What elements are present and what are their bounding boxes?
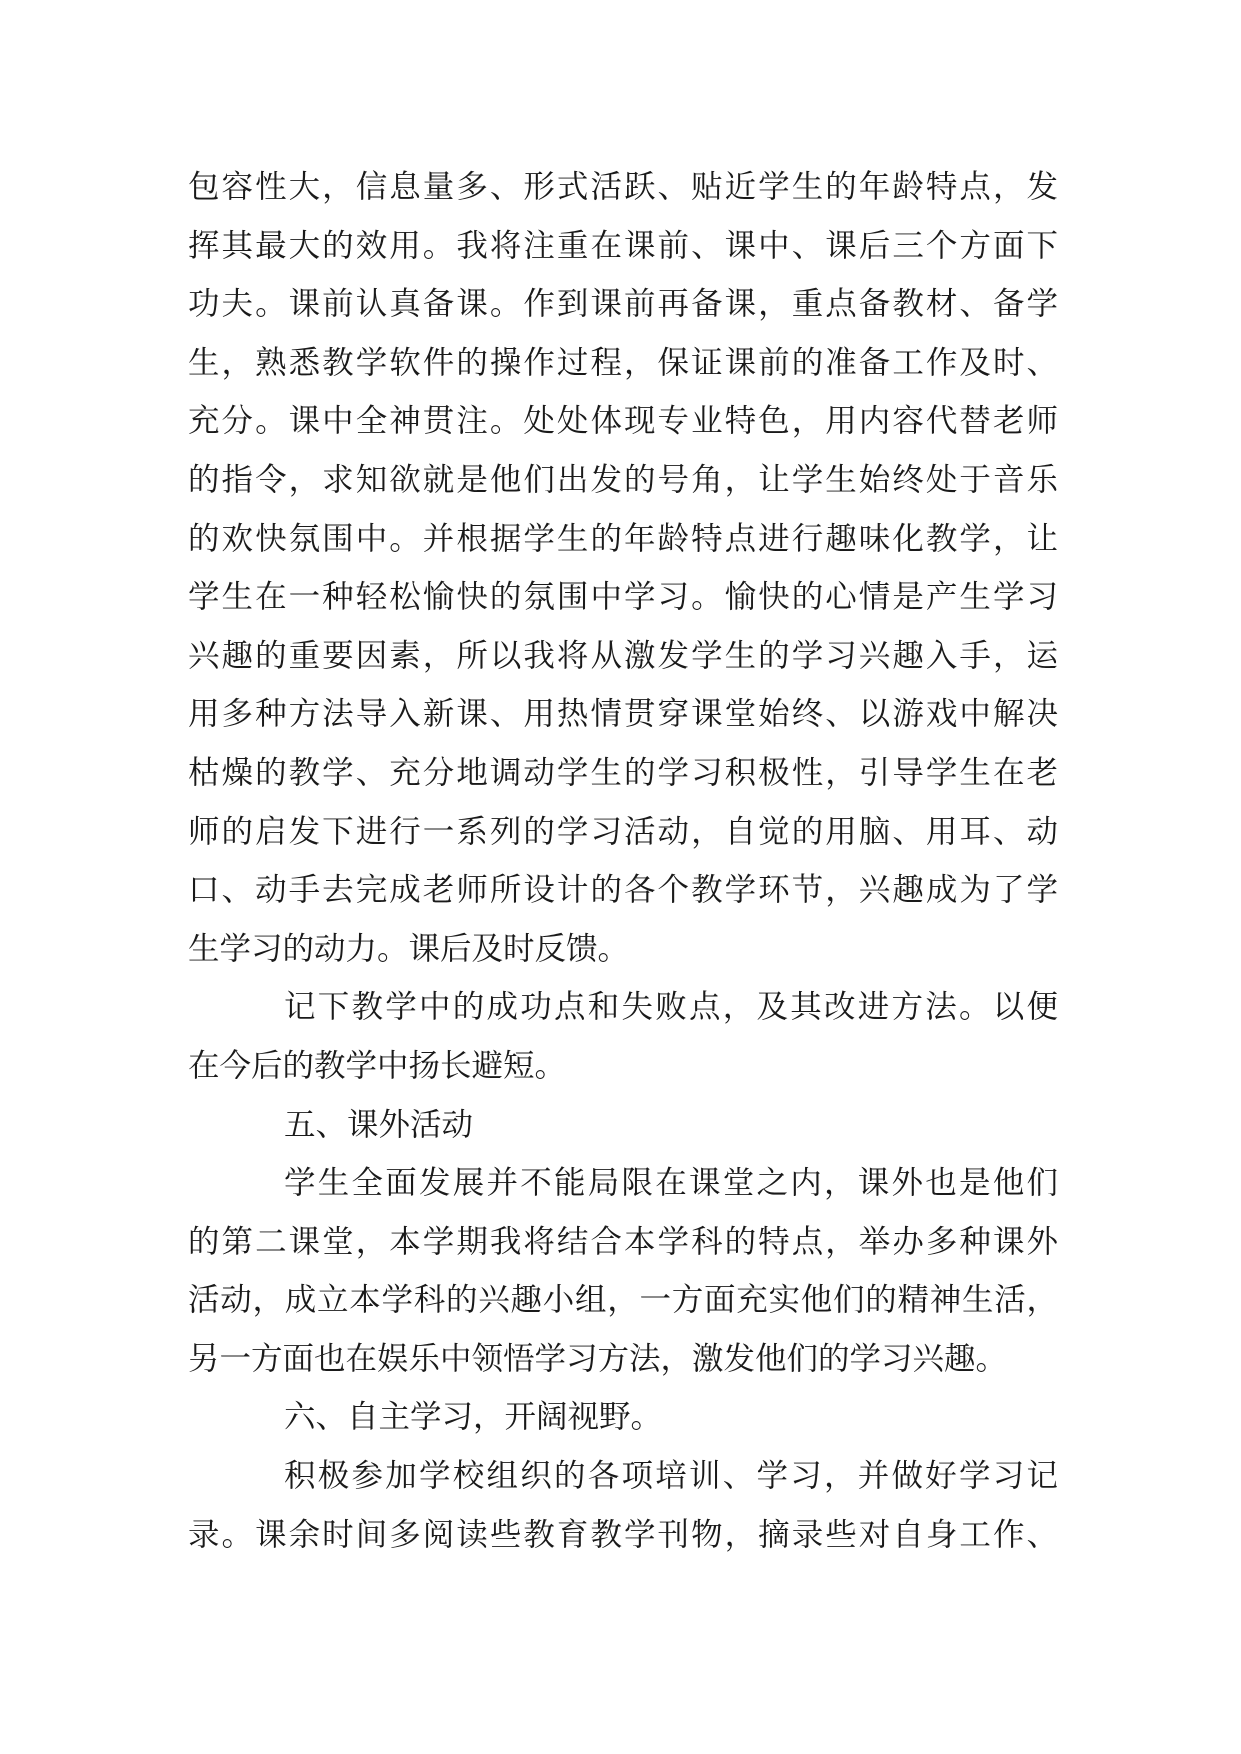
text-line: 学生全面发展并不能局限在课堂之内，课外也是他们 (284, 1165, 1058, 1202)
text-line: 生，熟悉教学软件的操作过程，保证课前的准备工作及时、 (188, 344, 1058, 381)
text-line: 功夫。课前认真备课。作到课前再备课，重点备教材、备学 (188, 286, 1058, 323)
text-line: 师的启发下进行一系列的学习活动，自觉的用脑、用耳、动 (188, 813, 1058, 850)
text-line: 另一方面也在娱乐中领悟学习方法，激发他们的学习兴趣。 (188, 1340, 1008, 1377)
section-heading: 五、课外活动 (284, 1106, 474, 1143)
text-line: 包容性大，信息量多、形式活跃、贴近学生的年龄特点，发 (188, 169, 1058, 205)
text-line: 记下教学中的成功点和失败点，及其改进方法。以便 (284, 989, 1058, 1026)
text-line: 口、动手去完成老师所设计的各个教学环节，兴趣成为了学 (188, 872, 1058, 909)
text-line: 录。课余时间多阅读些教育教学刊物，摘录些对自身工作、 (188, 1516, 1058, 1553)
text-line: 的指令，求知欲就是他们出发的号角，让学生始终处于音乐 (188, 461, 1058, 498)
text-line: 活动，成立本学科的兴趣小组，一方面充实他们的精神生活， (188, 1282, 1058, 1319)
text-line: 充分。课中全神贯注。处处体现专业特色，用内容代替老师 (188, 403, 1058, 440)
text-line: 积极参加学校组织的各项培训、学习，并做好学习记 (284, 1458, 1058, 1495)
text-line: 的欢快氛围中。并根据学生的年龄特点进行趣味化教学，让 (188, 520, 1058, 557)
text-line: 生学习的动力。课后及时反馈。 (188, 930, 630, 967)
text-line: 用多种方法导入新课、用热情贯穿课堂始终、以游戏中解决 (188, 696, 1058, 733)
text-line: 在今后的教学中扬长避短。 (188, 1047, 567, 1084)
text-line: 的第二课堂，本学期我将结合本学科的特点，举办多种课外 (188, 1223, 1058, 1260)
text-line: 枯燥的教学、充分地调动学生的学习积极性，引导学生在老 (188, 754, 1058, 791)
text-line: 学生在一种轻松愉快的氛围中学习。愉快的心情是产生学习 (188, 579, 1058, 616)
text-line: 挥其最大的效用。我将注重在课前、课中、课后三个方面下 (188, 227, 1058, 264)
text-line: 兴趣的重要因素，所以我将从激发学生的学习兴趣入手，运 (188, 637, 1058, 674)
section-heading: 六、自主学习，开阔视野。 (284, 1399, 663, 1436)
body-text (188, 158, 1058, 1564)
